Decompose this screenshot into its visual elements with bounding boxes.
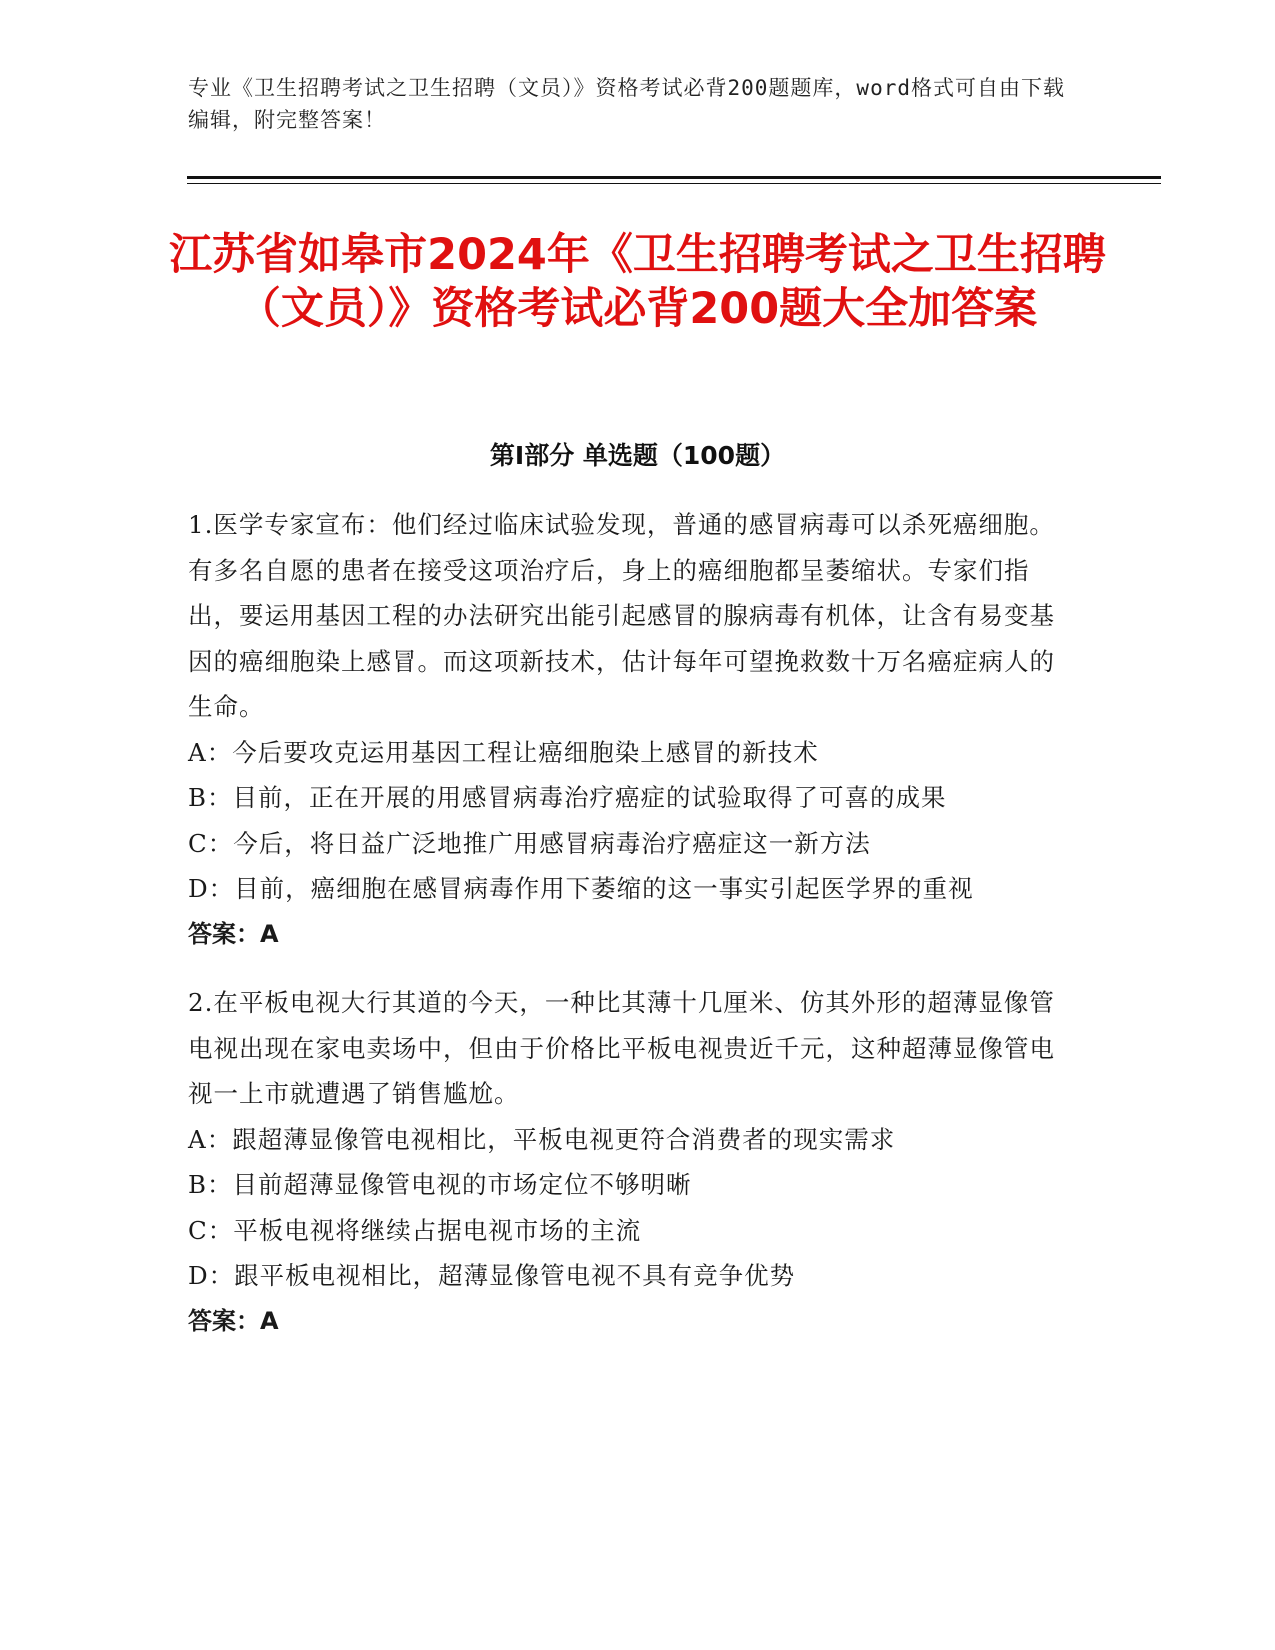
option-d: D：目前，癌细胞在感冒病毒作用下萎缩的这一事实引起医学界的重视 xyxy=(188,874,974,903)
option-b: B：目前超薄显像管电视的市场定位不够明晰 xyxy=(188,1170,692,1199)
answer: 答案：A xyxy=(188,919,279,948)
question-stem: 1.医学专家宣布：他们经过临床试验发现，普通的感冒病毒可以杀死癌细胞。有多名自愿的患者在接受这项治疗后，身上的癌细胞都呈萎缩状。专家们指出，要运用基因工程的办法研究出能引起感冒的腺病毒有机体，让含有易变基因的癌细胞染上感冒。而这项新技术，估计每年可望挽救数十万名癌症病人的生命。 xyxy=(188,510,1055,721)
option-a: A：跟超薄显像管电视相比，平板电视更符合消费者的现实需求 xyxy=(188,1124,896,1154)
question-1 xyxy=(188,502,1068,957)
section-title: 第Ⅰ部分 单选题（100题） xyxy=(489,441,786,470)
document-title: 江苏省如皋市2024年《卫生招聘考试之卫生招聘（文员）》资格考试必背200题大全加答案 xyxy=(169,230,1106,334)
header-note: 专业《卫生招聘考试之卫生招聘（文员）》资格考试必背200题题库，word格式可自由下载编辑，附完整答案！ xyxy=(188,76,1065,132)
option-d: D：跟平板电视相比，超薄显像管电视不具有竞争优势 xyxy=(188,1261,796,1290)
header-divider-thick xyxy=(187,176,1161,179)
option-c: C：平板电视将继续占据电视市场的主流 xyxy=(188,1215,642,1245)
answer: 答案：A xyxy=(188,1306,279,1335)
option-a: A：今后要攻克运用基因工程让癌细胞染上感冒的新技术 xyxy=(188,737,819,767)
option-b: B：目前，正在开展的用感冒病毒治疗癌症的试验取得了可喜的成果 xyxy=(188,783,947,812)
question-stem: 2.在平板电视大行其道的今天，一种比其薄十几厘米、仿其外形的超薄显像管电视出现在家电卖场中，但由于价格比平板电视贵近千元，这种超薄显像管电视一上市就遭遇了销售尴尬。 xyxy=(188,988,1055,1108)
question-2 xyxy=(188,980,1068,1344)
header-divider-thin xyxy=(187,183,1161,184)
option-c: C：今后，将日益广泛地推广用感冒病毒治疗癌症这一新方法 xyxy=(188,828,871,858)
